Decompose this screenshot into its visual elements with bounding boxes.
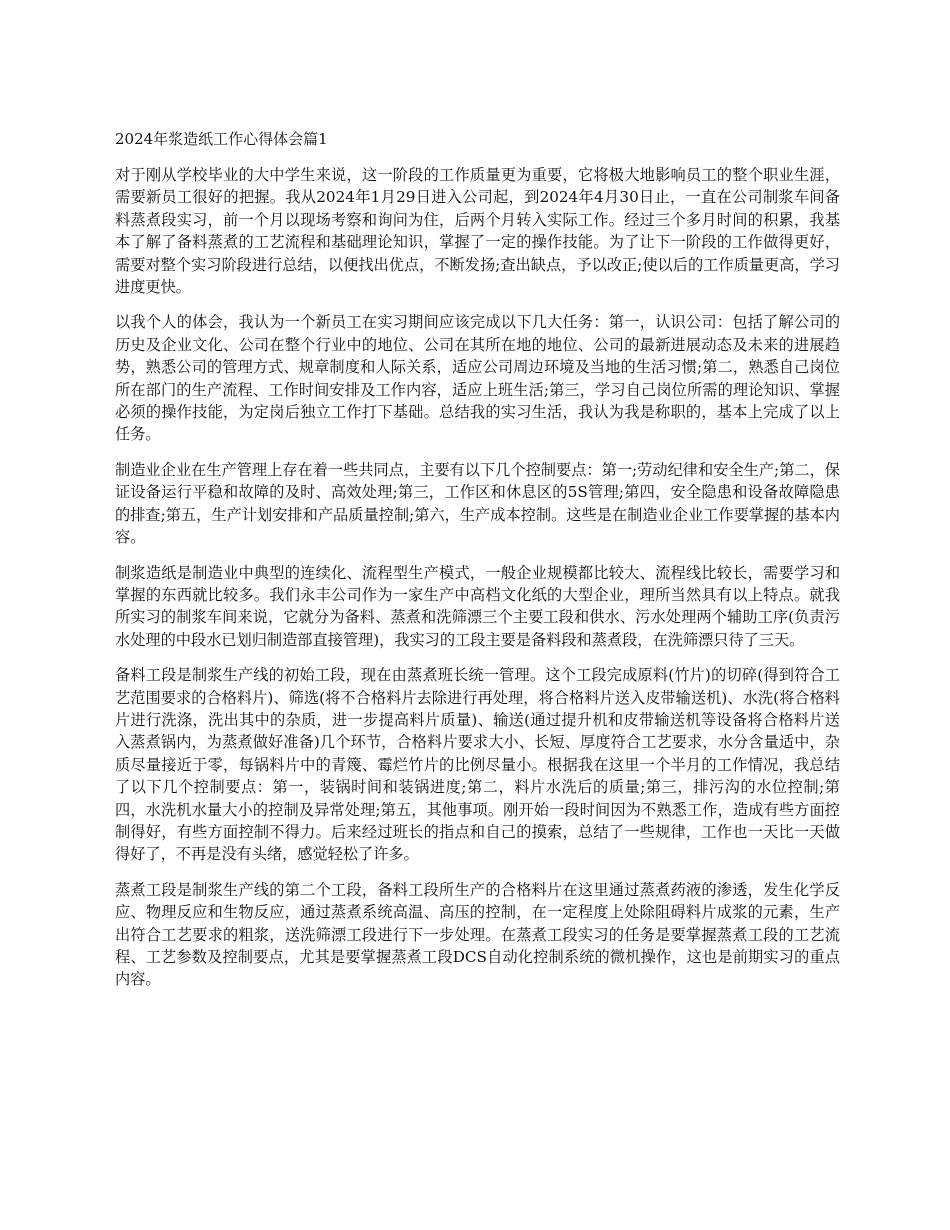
paragraph-5: 备料工段是制浆生产线的初始工段，现在由蒸煮班长统一管理。这个工段完成原料(竹片)的切碎(得到符合工艺范围要求的合格料片)、筛选(将不合格料片去除进行再处理，将合格料片送入皮带输送机)、水洗(将合格料片进行洗涤，洗出其中的杂质，进一步提高料片质量)、输送(通过提升机和皮带输送机等设备将合格料片送入蒸煮锅内，为蒸煮做好准备)几个环节，合格料片要求大小、长短、厚度符合工艺要求，水分含量适中，杂质尽量接近于零，每锅料片中的青篾、霉烂竹片的比例尽量小。根据我在这里一个半月的工作情况，我总结了以下几个控制要点：第一，装锅时间和装锅进度;第二，料片水洗后的质量;第三，排污沟的水位控制;第四，水洗机水量大小的控制及异常处理;第五，其他事项。刚开始一段时间因为不熟悉工作，造成有些方面控制得好，有些方面控制不得力。后来经过班长的指点和自己的摸索，总结了一些规律，工作也一天比一天做得好了，不再是没有头绪，感觉轻松了许多。 <box>115 666 840 864</box>
paragraph-3: 制造业企业在生产管理上存在着一些共同点，主要有以下几个控制要点：第一;劳动纪律和安全生产;第二，保证设备运行平稳和故障的及时、高效处理;第三，工作区和休息区的5S管理;第四，安全隐患和设备故障隐患的排查;第五，生产计划安排和产品质量控制;第六，生产成本控制。这些是在制造业企业工作要掌握的基本内容。 <box>115 460 840 547</box>
paragraph-1: 对于刚从学校毕业的大中学生来说，这一阶段的工作质量更为重要，它将极大地影响员工的整个职业生涯，需要新员工很好的把握。我从2024年1月29日进入公司起，到2024年4月30日止，一直在公司制浆车间备料蒸煮段实习，前一个月以现场考察和询问为住，后两个月转入实际工作。经过三个多月时间的积累，我基本了解了备料蒸煮的工艺流程和基础理论知识，掌握了一定的操作技能。为了让下一阶段的工作做得更好，需要对整个实习阶段进行总结，以便找出优点，不断发扬;查出缺点，予以改正;使以后的工作质量更高，学习进度更快。 <box>115 166 840 297</box>
document-page <box>115 120 840 1004</box>
paragraph-2: 以我个人的体会，我认为一个新员工在实习期间应该完成以下几大任务：第一，认识公司：包括了解公司的历史及企业文化、公司在整个行业中的地位、公司在其所在地的地位、公司的最新进展动态及未来的进展趋势，熟悉公司的管理方式、规章制度和人际关系，适应公司周边环境及当地的生活习惯;第二，熟悉自己岗位所在部门的生产流程、工作时间安排及工作内容，适应上班生活;第三，学习自己岗位所需的理论知识、掌握必须的操作技能，为定岗后独立工作打下基础。总结我的实习生活，我认为我是称职的，基本上完成了以上任务。 <box>115 313 840 444</box>
document-title: 2024年浆造纸工作心得体会篇1 <box>115 130 328 148</box>
paragraph-6: 蒸煮工段是制浆生产线的第二个工段，备料工段所生产的合格料片在这里通过蒸煮药液的渗透，发生化学反应、物理反应和生物反应，通过蒸煮系统高温、高压的控制，在一定程度上处除阻碍料片成浆的元素，生产出符合工艺要求的粗浆，送洗筛漂工段进行下一步处理。在蒸煮工段实习的任务是要掌握蒸煮工段的工艺流程、工艺参数及控制要点，尤其是要掌握蒸煮工段DCS自动化控制系统的微机操作，这也是前期实习的重点内容。 <box>115 880 840 989</box>
paragraph-4: 制浆造纸是制造业中典型的连续化、流程型生产模式，一般企业规模都比较大、流程线比较长，需要学习和掌握的东西就比较多。我们永丰公司作为一家生产中高档文化纸的大型企业，理所当然具有以上特点。就我所实习的制浆车间来说，它就分为备料、蒸煮和洗筛漂三个主要工段和供水、污水处理两个辅助工序(负责污水处理的中段水已划归制造部直接管理)，我实习的工段主要是备料段和蒸煮段，在洗筛漂只待了三天。 <box>115 563 840 649</box>
